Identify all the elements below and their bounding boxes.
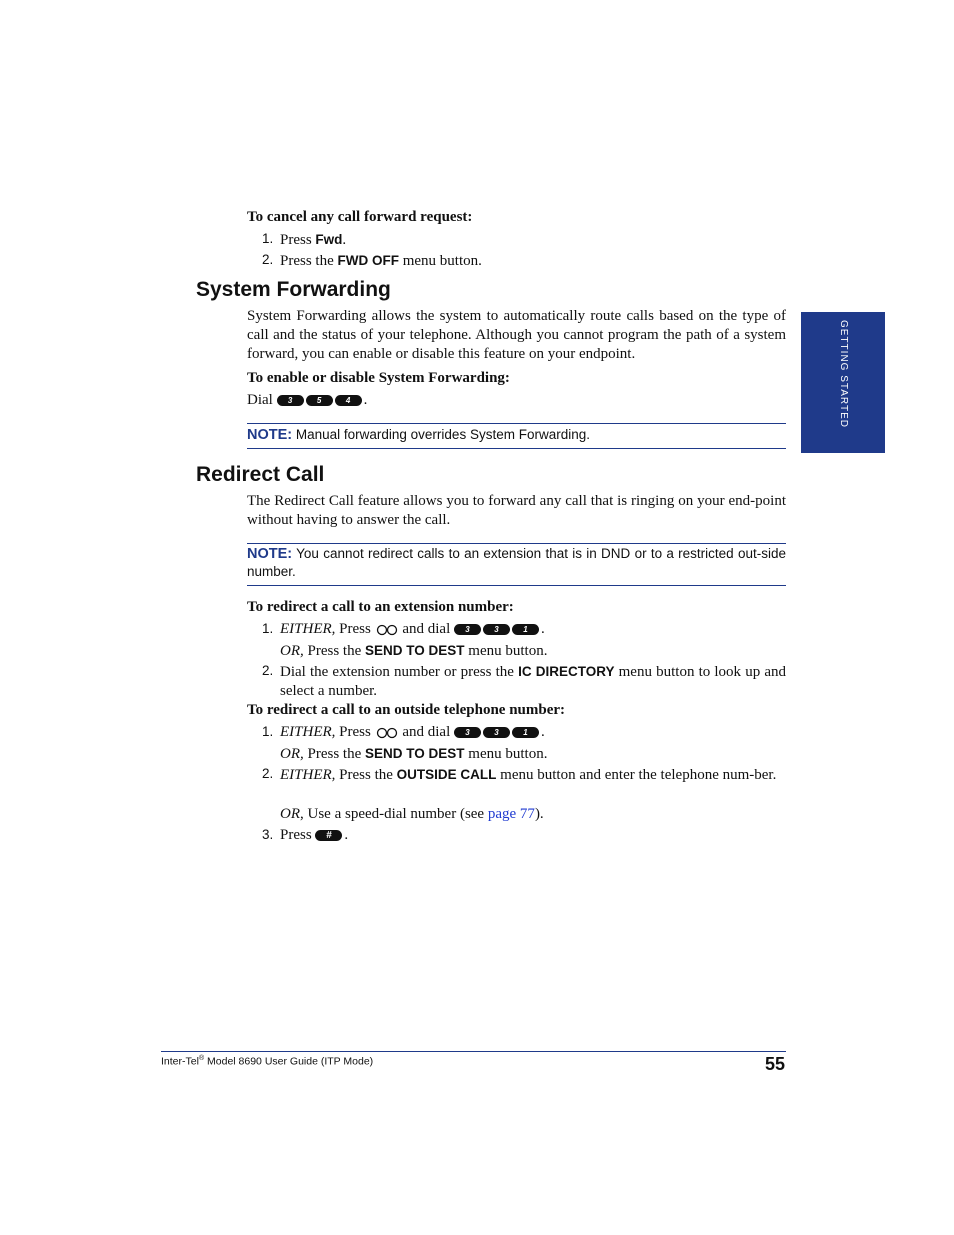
cancel-heading: To cancel any call forward request:	[247, 209, 473, 225]
step-text: ).	[534, 806, 544, 822]
ext-step-1	[247, 620, 787, 640]
dial-period: .	[363, 392, 368, 408]
step-text: menu button.	[464, 643, 548, 659]
side-tab-label: GETTING STARTED	[838, 320, 849, 428]
step-text: Press	[335, 724, 375, 740]
either-label: EITHER,	[280, 767, 336, 783]
out-step-3	[247, 826, 787, 846]
key-5-icon: 5	[306, 395, 333, 406]
step-period: .	[541, 621, 545, 637]
step-text: Press	[335, 621, 375, 637]
footer-rule	[161, 1051, 786, 1052]
redirect-call-title: Redirect Call	[196, 463, 325, 486]
either-label: EITHER,	[280, 621, 336, 637]
out-or-2	[280, 805, 544, 824]
out-step-2	[247, 765, 787, 805]
either-label: EITHER,	[280, 724, 336, 740]
fwd-button-label: Fwd	[315, 232, 343, 247]
forward-icon	[375, 727, 399, 739]
enable-heading: To enable or disable System Forwarding:	[247, 370, 510, 386]
page-link[interactable]: page 77	[487, 806, 535, 822]
step-number: 3.	[262, 827, 274, 842]
dial-instruction	[247, 391, 367, 410]
key-3-icon: 3	[277, 395, 304, 406]
step-text: Press the	[303, 643, 365, 659]
step-period: .	[541, 724, 545, 740]
note-label: NOTE:	[247, 427, 293, 443]
redirect-call-body: The Redirect Call feature allows you to forward any call that is ringing on your end-point without having to answer the call.	[247, 493, 786, 528]
fwd-off-button-label: FWD OFF	[337, 253, 399, 268]
redirect-note	[247, 545, 786, 581]
step-text: and dial	[398, 621, 454, 637]
note-rule-bottom	[247, 585, 786, 586]
step-text: .	[342, 232, 347, 248]
key-3-icon: 3	[483, 624, 510, 635]
step-text: , Use a speed-dial number (see	[300, 806, 488, 822]
send-to-dest-label: SEND TO DEST	[365, 746, 465, 761]
ext-step-2	[247, 662, 787, 702]
forward-icon	[375, 624, 399, 636]
step-period: .	[344, 827, 349, 843]
footer-registered: ®	[198, 1055, 205, 1062]
ext-heading: To redirect a call to an extension number:	[247, 599, 514, 615]
step-text: Press	[280, 232, 316, 248]
page-number: 55	[764, 1054, 785, 1074]
ext-or	[280, 641, 547, 661]
pound-key-icon: #	[315, 830, 342, 841]
step-text: menu button and enter the telephone num-ber.	[496, 767, 777, 783]
note-rule-top	[247, 543, 786, 544]
send-to-dest-label: SEND TO DEST	[365, 643, 465, 658]
out-step-1	[247, 723, 787, 743]
step-number: 1.	[262, 231, 274, 246]
step-number: 1.	[262, 621, 274, 636]
footer-guide-title: Model 8690 User Guide (ITP Mode)	[204, 1055, 374, 1068]
ic-directory-label: IC DIRECTORY	[518, 664, 615, 679]
step-text: menu button.	[464, 746, 548, 762]
dial-label: Dial	[247, 392, 273, 408]
or-label: OR	[280, 806, 300, 822]
step-text: Press the	[335, 767, 397, 783]
key-3-icon: 3	[454, 624, 481, 635]
note-text: Manual forwarding overrides System Forwarding.	[292, 427, 590, 442]
step-number: 2.	[262, 766, 274, 781]
step-text: menu button to look up and select a number.	[280, 664, 786, 699]
step-text: and dial	[398, 724, 454, 740]
step-text: Press	[280, 827, 316, 843]
note-rule-top	[247, 423, 786, 424]
system-forwarding-title: System Forwarding	[196, 278, 391, 301]
system-forwarding-body: System Forwarding allows the system to automatically route calls based on the type of call and the status of your telephone. Although you cannot program the path of a system forward, you can enable or disable this feature on your endpoint.	[247, 308, 786, 362]
out-heading: To redirect a call to an outside telephone number:	[247, 702, 566, 718]
key-1-icon: 1	[512, 727, 539, 738]
note-rule-bottom	[247, 448, 786, 449]
key-1-icon: 1	[512, 624, 539, 635]
step-number: 2.	[262, 252, 274, 267]
or-label: OR,	[280, 746, 304, 762]
footer-title	[161, 1055, 373, 1068]
or-label: OR,	[280, 643, 304, 659]
key-3-icon: 3	[454, 727, 481, 738]
step-number: 1.	[262, 724, 274, 739]
note-text: You cannot redirect calls to an extension that is in DND or to a restricted out-side number.	[247, 546, 786, 579]
key-3-icon: 3	[483, 727, 510, 738]
step-text: menu button.	[398, 253, 482, 269]
step-text: Press the	[303, 746, 365, 762]
step-number: 2.	[262, 663, 274, 678]
step-text: Press the	[280, 253, 338, 269]
note-label: NOTE:	[247, 546, 293, 562]
outside-call-label: OUTSIDE CALL	[396, 767, 497, 782]
footer-brand: Inter-Tel	[161, 1055, 199, 1068]
out-or-1	[280, 744, 547, 764]
system-forwarding-note	[247, 426, 786, 444]
step-text: Dial the extension number or press the	[280, 664, 519, 680]
key-4-icon: 4	[335, 395, 362, 406]
